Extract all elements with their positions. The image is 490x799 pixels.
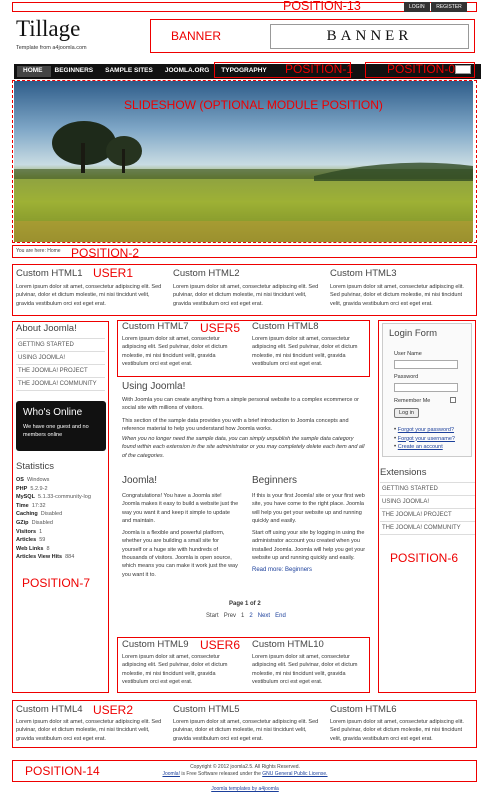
login-module [382,323,472,457]
extensions-module [380,467,475,535]
remember-me-label: Remember Me [394,398,431,404]
position-7-label: POSITION-7 [22,576,91,590]
custom-html7-title: Custom HTML7 [122,321,189,332]
pagination-info: Page 1 of 2 [229,601,261,607]
username-field[interactable] [394,360,458,369]
about-item-joomla-project[interactable]: THE JOOMLA! PROJECT [16,365,105,378]
stat-row: Articles 59 [16,537,46,544]
footer-credit-link[interactable]: Joomla templates by a4joomla [211,786,279,792]
custom-html1-text: Lorem ipsum dolor sit amet, consectetur adipiscing elit. Sed pulvinar, dolor et dictum molestie, mi nisi tincidunt velit, gravida vestibulum orci est eget erat. [16,284,162,307]
custom-html4-text: Lorem ipsum dolor sit amet, consectetur adipiscing elit. Sed pulvinar, dolor et dictum molestie, mi nisi tincidunt velit, gravida vestibulum orci est eget erat. [16,719,162,742]
password-label: Password [394,374,419,380]
remember-me-checkbox[interactable] [450,397,456,403]
custom-html10-title: Custom HTML10 [252,639,324,650]
statistics-module [16,461,108,562]
password-field[interactable] [394,383,458,392]
footer-copyright: Copyright © 2012 joomla2.5. All Rights Reserved. [190,764,300,770]
position-13-label: POSITION-13 [283,0,361,13]
footer-license [0,771,490,777]
custom-html9-text: Lorem ipsum dolor sit amet, consectetur adipiscing elit. Sed pulvinar, dolor et dictum molestie, mi nisi tincidunt velit, gravida vestibulum orci est eget erat. [122,654,228,685]
about-joomla-title: About Joomla! [16,323,77,334]
login-link-item: • Create an account [394,444,443,450]
register-link[interactable]: REGISTER [431,2,467,12]
article-joomla-title[interactable]: Joomla! [122,475,158,486]
article-beginners-title[interactable]: Beginners [252,475,298,486]
custom-html7 [122,321,242,368]
custom-html3-title: Custom HTML3 [330,268,397,279]
article-beginners-p2: Start off using your site by logging in using the administrator account you created when you installed Joomla. Joomla will help you get your website up and running quickly and easily. [252,530,366,562]
extensions-title: Extensions [380,467,427,478]
article-joomla-p1: Congratulations! You have a Joomla site! Joomla makes it easy to build a website just the way you want it and keep it simple to update and maintain. [122,493,239,524]
read-more-link[interactable]: Read more: Beginners [252,567,313,574]
article-joomla [122,475,239,579]
user2-label: USER2 [93,703,134,717]
custom-html2-title: Custom HTML2 [173,268,240,279]
stat-row: Articles View Hits 884 [16,554,75,561]
create-account-link[interactable]: Create an account [397,444,443,450]
pagination-next[interactable]: Next [257,613,271,619]
whos-online-title: Who's Online [23,407,83,418]
footer-gnu-link[interactable]: GNU General Public License. [262,771,328,777]
stat-row: Web Links 8 [16,545,50,552]
nav-joomla-org[interactable]: JOOMLA.ORG [164,67,210,74]
custom-html2-text: Lorem ipsum dolor sit amet, consectetur adipiscing elit. Sed pulvinar, dolor et dictum molestie, mi nisi tincidunt velit, gravida vestibulum orci est eget erat. [173,284,319,307]
custom-html5-text: Lorem ipsum dolor sit amet, consectetur adipiscing elit. Sed pulvinar, dolor et dictum molestie, mi nisi tincidunt velit, gravida vestibulum orci est eget erat. [173,719,319,742]
custom-html10-text: Lorem ipsum dolor sit amet, consectetur adipiscing elit. Sed pulvinar, dolor et dictum molestie, mi nisi tincidunt velit, gravida vestibulum orci est eget erat. [252,654,358,685]
login-link[interactable]: LOGIN [404,2,430,12]
user6-label: USER6 [200,638,241,652]
footer-joomla-link[interactable]: Joomla! [162,771,180,777]
forgot-password-link[interactable]: Forgot your password? [397,427,455,433]
custom-html9-title: Custom HTML9 [122,639,189,650]
custom-html3 [330,268,473,308]
custom-html8-title: Custom HTML8 [252,321,319,332]
custom-html9 [122,639,242,686]
custom-html8-text: Lorem ipsum dolor sit amet, consectetur adipiscing elit. Sed pulvinar, dolor et dictum molestie, mi nisi tincidunt velit, gravida vestibulum orci est eget erat. [252,336,358,367]
footer-credit [0,786,490,792]
custom-html10 [252,639,368,686]
article-p1: With Joomla you can create anything from a simple personal website to a complex ecommerce or social site with millions of visitors. [122,397,359,412]
about-joomla-module [16,323,105,391]
banner-image[interactable] [270,24,469,49]
extensions-item-getting-started[interactable]: GETTING STARTED [380,482,475,496]
custom-html5 [173,704,319,743]
stat-row: PHP 5.2.9-2 [16,485,48,492]
search-input[interactable] [455,65,471,74]
pagination-page-1: 1 [241,613,245,619]
pagination-prev: Prev [223,613,237,619]
pagination-end[interactable]: End [275,613,286,619]
login-button[interactable]: Log in [394,408,419,418]
position-2-label: POSITION-2 [71,246,140,260]
login-title: Login Form [389,328,438,339]
pagination-start: Start [206,613,219,619]
whos-online-module [16,401,106,451]
extensions-item-using-joomla[interactable]: USING JOOMLA! [380,496,475,509]
custom-html8 [252,321,368,368]
user5-label: USER5 [200,321,241,335]
custom-html6-title: Custom HTML6 [330,704,397,715]
nav-home[interactable]: HOME [23,67,43,74]
custom-html4 [16,704,162,743]
breadcrumb: You are here: Home [16,248,61,254]
position-1-label: POSITION-1 [285,62,354,76]
nav-typography[interactable]: TYPOGRAPHY [221,67,267,74]
article-joomla-p2: Joomla is a flexible and powerful platform, whether you are building a small site for yourself or a huge site with hundreds of thousands of visitors. Joomla is open source, which means you can make it work just the way you want it to. [122,530,238,578]
custom-html4-title: Custom HTML4 [16,704,83,715]
login-link-item: • Forgot your username? [394,435,455,442]
custom-html5-title: Custom HTML5 [173,704,240,715]
site-title[interactable]: Tillage [16,16,81,41]
username-label: User Name [394,351,422,357]
extensions-item-joomla-community[interactable]: THE JOOMLA! COMMUNITY [380,522,475,535]
login-link-item: • Forgot your password? [394,427,455,433]
stat-row: Visitors 1 [16,528,43,535]
slideshow-label: SLIDESHOW (OPTIONAL MODULE POSITION) [124,98,383,112]
nav-sample-sites[interactable]: SAMPLE SITES [105,67,153,74]
stat-row: GZip Disabled [16,519,53,526]
footer-free-text: is Free Software released under the [179,771,263,777]
about-item-joomla-community[interactable]: THE JOOMLA! COMMUNITY [16,378,105,391]
article-title[interactable]: Using Joomla! [122,381,186,392]
custom-html7-text: Lorem ipsum dolor sit amet, consectetur adipiscing elit. Sed pulvinar, dolor et dictum molestie, mi nisi tincidunt velit, gravida vestibulum orci est eget erat. [122,336,228,367]
stat-row: MySQL 5.1.33-community-log [16,494,91,501]
stat-row: OS Windows [16,477,50,483]
position-14-label: POSITION-14 [25,764,100,778]
article-beginners-p1: If this is your first Joomla! site or your first web site, you have come to the right place. Joomla will help you get your website up and running quickly and easily. [252,493,365,524]
article-using-joomla [122,381,368,460]
site-subtitle: Template from a4joomla.com [16,45,87,51]
stat-row: Time 17:32 [16,502,46,509]
banner-image-text: BANNER [326,28,413,44]
custom-html6 [330,704,473,743]
position-6-label: POSITION-6 [390,551,459,565]
about-item-getting-started[interactable]: GETTING STARTED [16,338,105,352]
stat-row: Caching Disabled [16,511,63,518]
nav-beginners[interactable]: BEGINNERS [54,67,94,74]
banner-label: BANNER [171,29,222,43]
custom-html1 [16,268,162,308]
article-p2: This section of the sample data provides you with a brief introduction to Joomla concepts and reference material to help you understand how Joomla works. [122,417,349,432]
user1-label: USER1 [93,266,134,280]
position-0-label: POSITION-0 [387,62,456,76]
article-beginners [252,475,368,573]
whos-online-text: We have one guest and no members online [23,424,89,438]
pagination-page-2[interactable]: 2 [249,613,253,619]
forgot-username-link[interactable]: Forgot your username? [397,435,455,442]
about-item-using-joomla[interactable]: USING JOOMLA! [16,352,105,365]
statistics-title: Statistics [16,461,55,472]
custom-html2 [173,268,319,308]
extensions-item-joomla-project[interactable]: THE JOOMLA! PROJECT [380,509,475,522]
pagination [206,613,286,619]
login-links [394,426,455,452]
custom-html6-text: Lorem ipsum dolor sit amet, consectetur adipiscing elit. Sed pulvinar, dolor et dictum molestie, mi nisi tincidunt velit, gravida vestibulum orci est eget erat. [330,719,464,742]
custom-html3-text: Lorem ipsum dolor sit amet, consectetur adipiscing elit. Sed pulvinar, dolor et dictum molestie, mi nisi tincidunt velit, gravida vestibulum orci est eget erat. [330,284,464,307]
custom-html1-title: Custom HTML1 [16,268,83,279]
article-p3: When you no longer need the sample data, you can simply unpublish the sample data category found within each extension in the site administrator or you may completely delete each item and all of the categories. [122,436,365,459]
